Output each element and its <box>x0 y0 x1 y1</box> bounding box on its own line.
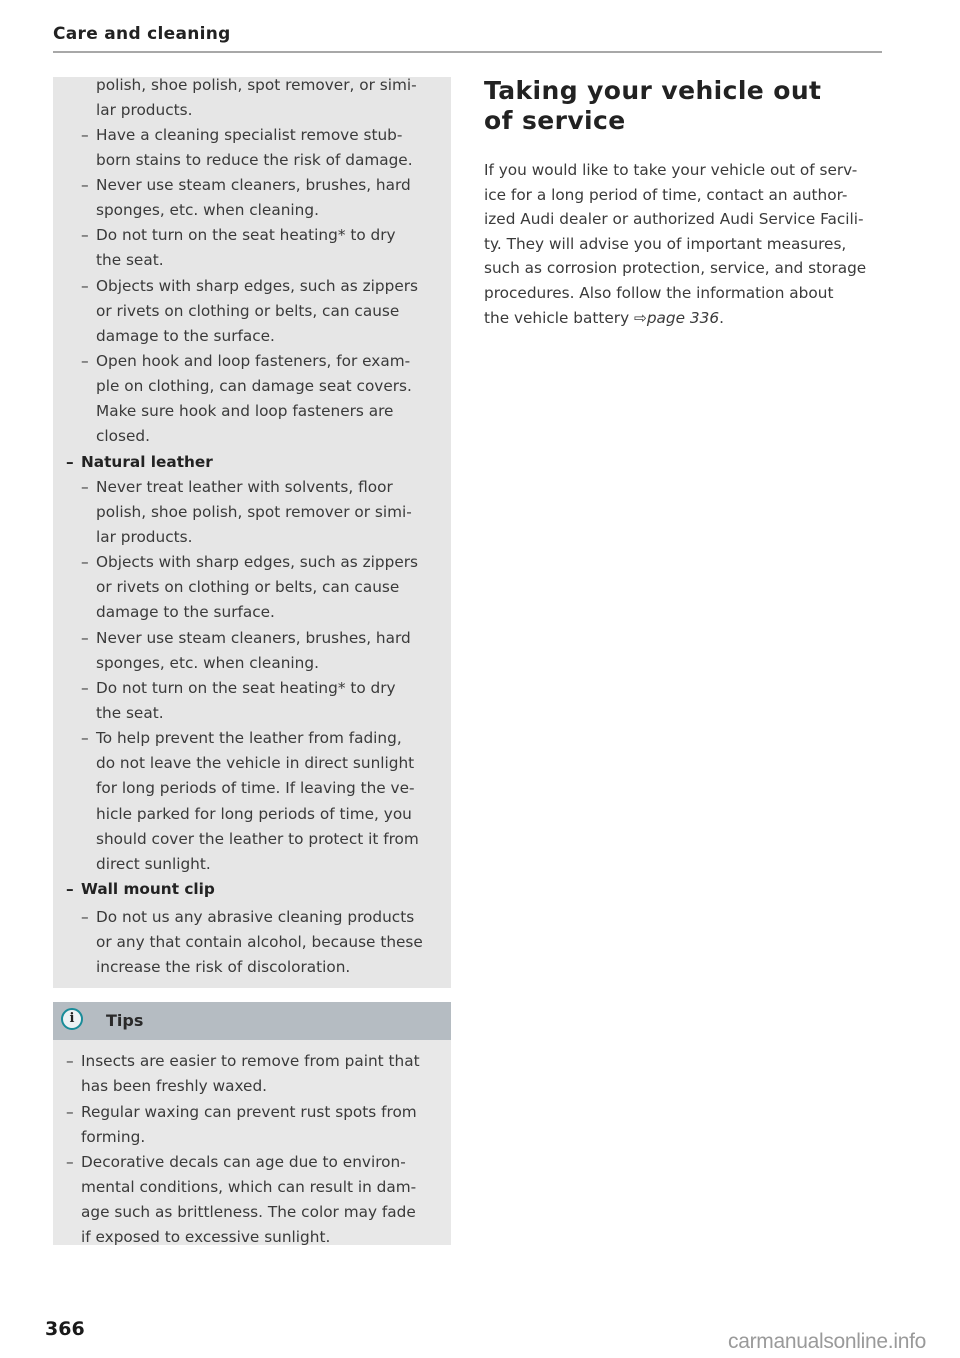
bullet-dash: – <box>66 880 74 898</box>
list-item-text: hicle parked for long periods of time, you <box>96 805 412 823</box>
list-item-text: direct sunlight. <box>96 855 211 873</box>
info-icon: i <box>61 1008 83 1030</box>
list-item-text: closed. <box>96 427 150 445</box>
tip-item-text: forming. <box>81 1128 146 1146</box>
paragraph-line: ice for a long period of time, contact an author- <box>484 185 848 204</box>
page-reference-text: page 336 <box>646 308 720 327</box>
section-heading-line2: of service <box>484 106 626 135</box>
list-item-text: lar products. <box>96 101 193 119</box>
list-item-text: lar products. <box>96 528 193 546</box>
list-item-text: sponges, etc. when cleaning. <box>96 654 319 672</box>
list-item-text: do not leave the vehicle in direct sunlight <box>96 754 415 772</box>
list-item-text: polish, shoe polish, spot remover, or simi- <box>96 76 417 94</box>
running-header: Care and cleaning <box>53 24 231 44</box>
paragraph-text: the vehicle battery <box>484 308 635 327</box>
list-item-text: born stains to reduce the risk of damage. <box>96 151 413 169</box>
tip-item-text: age such as brittleness. The color may fade <box>81 1203 416 1221</box>
tip-item-text: Regular waxing can prevent rust spots from <box>81 1103 417 1121</box>
list-item-text: increase the risk of discoloration. <box>96 958 351 976</box>
tips-header <box>53 1002 451 1040</box>
list-item-text: for long periods of time. If leaving the ve- <box>96 779 415 797</box>
bullet-dash: – <box>66 453 74 471</box>
list-item-text: Make sure hook and loop fasteners are <box>96 402 394 420</box>
section-heading-line1: Taking your vehicle out <box>484 76 822 105</box>
bullet-dash: – <box>81 277 89 295</box>
page-number: 366 <box>45 1318 85 1340</box>
list-item-text: or rivets on clothing or belts, can cause <box>96 578 400 596</box>
list-item-text: Never treat leather with solvents, floor <box>96 478 393 496</box>
bullet-dash: – <box>81 126 89 144</box>
page-reference-link[interactable] <box>634 309 719 327</box>
tip-item-text: has been freshly waxed. <box>81 1077 268 1095</box>
bullet-dash: – <box>81 629 89 647</box>
list-item-text: Do not turn on the seat heating* to dry <box>96 226 396 244</box>
cleaning-instructions-box <box>53 77 451 988</box>
bullet-dash: – <box>81 908 89 926</box>
list-item-text: Objects with sharp edges, such as zippers <box>96 277 419 295</box>
list-item-text: Objects with sharp edges, such as zippers <box>96 553 419 571</box>
list-item-text: Open hook and loop fasteners, for exam- <box>96 352 411 370</box>
paragraph-line <box>484 308 724 328</box>
arrow-right-icon: ⇨ <box>634 308 647 327</box>
bullet-dash: – <box>81 729 89 747</box>
list-item-text: To help prevent the leather from fading, <box>96 729 402 747</box>
watermark: carmanualsonline.info <box>728 1330 926 1353</box>
list-item-text: polish, shoe polish, spot remover or simi- <box>96 503 412 521</box>
list-item-text: Do not turn on the seat heating* to dry <box>96 679 396 697</box>
list-item-text: Have a cleaning specialist remove stub- <box>96 126 403 144</box>
paragraph-line: If you would like to take your vehicle out of serv- <box>484 161 858 179</box>
list-item-text: Never use steam cleaners, brushes, hard <box>96 176 411 194</box>
list-item-text: Never use steam cleaners, brushes, hard <box>96 629 411 647</box>
bullet-dash: – <box>66 1052 74 1070</box>
list-item-text: the seat. <box>96 704 164 722</box>
bullet-dash: – <box>66 1153 74 1171</box>
tip-item-text: Decorative decals can age due to environ- <box>81 1153 406 1171</box>
paragraph-line: ty. They will advise you of important measures, <box>484 234 847 253</box>
bullet-dash: – <box>81 226 89 244</box>
tip-item-text: Insects are easier to remove from paint that <box>81 1052 420 1070</box>
subsection-label: Natural leather <box>81 453 213 471</box>
list-item-text: should cover the leather to protect it from <box>96 830 419 848</box>
list-item-text: ple on clothing, can damage seat covers. <box>96 377 412 395</box>
paragraph-text: . <box>719 308 724 327</box>
list-item-text: or any that contain alcohol, because these <box>96 933 423 951</box>
list-item-text: or rivets on clothing or belts, can cause <box>96 302 400 320</box>
paragraph-line: procedures. Also follow the information about <box>484 284 834 302</box>
bullet-dash: – <box>81 679 89 697</box>
list-item-text: Do not us any abrasive cleaning products <box>96 908 415 926</box>
bullet-dash: – <box>81 176 89 194</box>
tip-item-text: mental conditions, which can result in dam- <box>81 1178 417 1196</box>
section-heading <box>484 76 821 136</box>
header-divider <box>53 51 882 53</box>
bullet-dash: – <box>81 553 89 571</box>
tips-title: Tips <box>106 1011 144 1030</box>
list-item-text: sponges, etc. when cleaning. <box>96 201 319 219</box>
paragraph-line: ized Audi dealer or authorized Audi Service Facili- <box>484 210 864 229</box>
bullet-dash: – <box>66 1103 74 1121</box>
bullet-dash: – <box>81 478 89 496</box>
subsection-label: Wall mount clip <box>81 880 215 898</box>
paragraph-line: such as corrosion protection, service, and storage <box>484 259 867 278</box>
bullet-dash: – <box>81 352 89 370</box>
list-item-text: damage to the surface. <box>96 327 275 345</box>
list-item-text: damage to the surface. <box>96 603 275 621</box>
tip-item-text: if exposed to excessive sunlight. <box>81 1228 331 1246</box>
list-item-text: the seat. <box>96 251 164 269</box>
tips-body <box>53 1040 451 1245</box>
